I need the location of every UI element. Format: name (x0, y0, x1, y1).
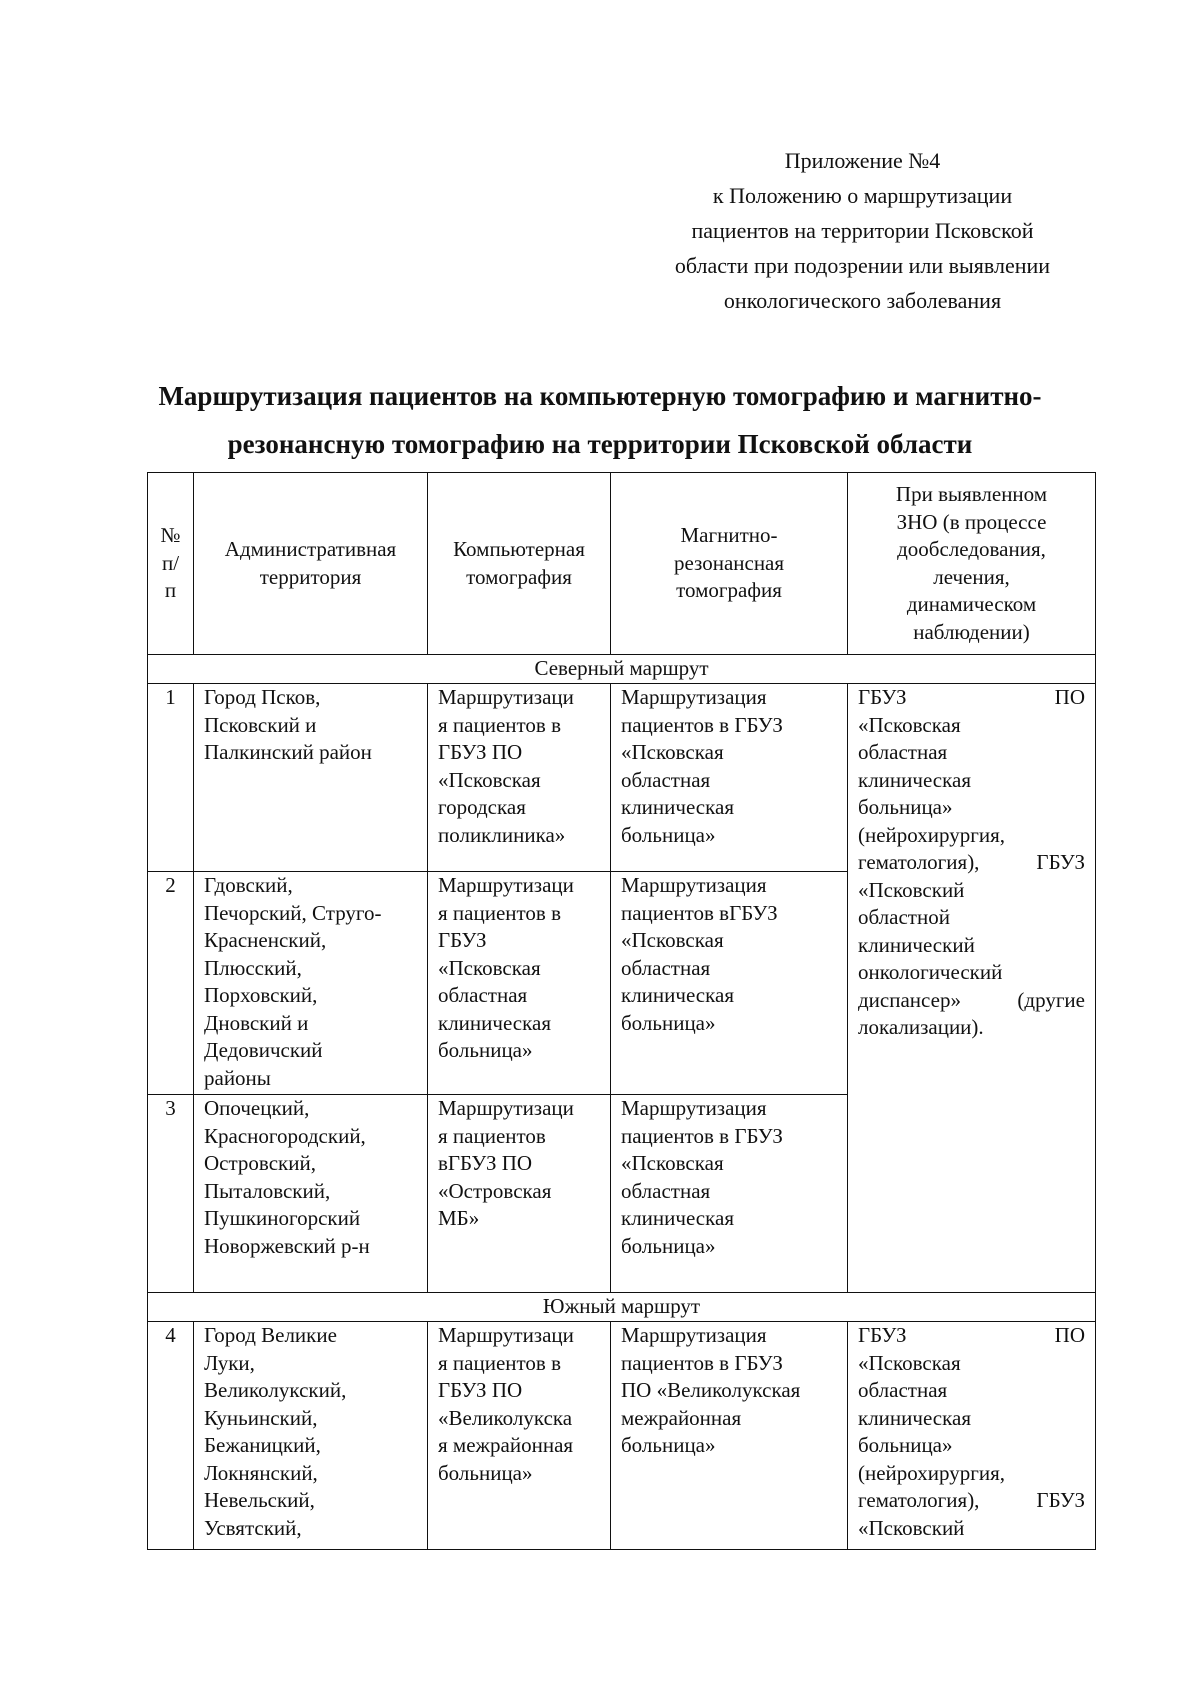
annex-line: области при подозрении или выявлении (674, 253, 1051, 278)
annex-line: Приложение №4 (784, 148, 941, 173)
mrt-cell: Маршрутизация пациентов вГБУЗ «Псковская областная клиническая больница» (611, 872, 848, 1095)
header-ct: Компьютерная томография (428, 473, 611, 655)
header-mrt: Магнитно- резонансная томография (611, 473, 848, 655)
row-number: 2 (148, 872, 194, 1095)
ct-cell: Маршрутизаци я пациентов в ГБУЗ ПО «Псковская городская поликлиника» (428, 684, 611, 872)
ct-cell: Маршрутизаци я пациентов в ГБУЗ «Псковская областная клиническая больница» (428, 872, 611, 1095)
row-number: 4 (148, 1322, 194, 1550)
territory-cell: Опочецкий, Красногородский, Островский, Пыталовский, Пушкиногорский Новоржевский р-н (194, 1095, 428, 1293)
header-zno: При выявленном ЗНО (в процессе дообследования, лечения, динамическом наблюдении) (848, 473, 1096, 655)
annex-line: пациентов на территории Псковской (691, 218, 1034, 243)
mrt-cell: Маршрутизация пациентов в ГБУЗ «Псковская областная клиническая больница» (611, 684, 848, 872)
section-row-north (148, 655, 1096, 684)
section-title: Южный маршрут (148, 1293, 1096, 1322)
table-row (148, 1322, 1096, 1550)
territory-cell: Город Псков, Псковский и Палкинский район (194, 684, 428, 872)
row-number: 3 (148, 1095, 194, 1293)
mrt-cell: Маршрутизация пациентов в ГБУЗ ПО «Великолукская межрайонная больница» (611, 1322, 848, 1550)
zno-cell-south: ГБУЗ ПО «Псковская областная клиническая больница» (нейрохирургия, гематология), ГБУЗ «Псковский (848, 1322, 1096, 1550)
annex-line: к Положению о маршрутизации (712, 183, 1013, 208)
annex-block (620, 143, 1105, 318)
document-title (100, 372, 1100, 468)
ct-cell: Маршрутизаци я пациентов вГБУЗ ПО «Островская МБ» (428, 1095, 611, 1293)
header-num: № п/ п (148, 473, 194, 655)
section-title: Северный маршрут (148, 655, 1096, 684)
territory-cell: Город Великие Луки, Великолукский, Куньинский, Бежаницкий, Локнянский, Невельский, Усвятский, (194, 1322, 428, 1550)
section-row-south (148, 1293, 1096, 1322)
annex-line: онкологического заболевания (723, 288, 1002, 313)
ct-cell: Маршрутизаци я пациентов в ГБУЗ ПО «Великолукска я межрайонная больница» (428, 1322, 611, 1550)
zno-cell-north: ГБУЗ ПО «Псковская областная клиническая больница» (нейрохирургия, гематология), ГБУЗ «Псковский областной клинический онкологический диспансер» (другие локализации). (848, 684, 1096, 1293)
row-number: 1 (148, 684, 194, 872)
territory-cell: Гдовский, Печорский, Струго- Красненский, Плюсский, Порховский, Дновский и Дедовичский районы (194, 872, 428, 1095)
title-line: резонансную томографию на территории Псковской области (227, 429, 973, 459)
mrt-cell: Маршрутизация пациентов в ГБУЗ «Псковская областная клиническая больница» (611, 1095, 848, 1293)
routing-table (147, 472, 1096, 1550)
table-header-row (148, 473, 1096, 655)
header-territory: Административная территория (194, 473, 428, 655)
title-line: Маршрутизация пациентов на компьютерную томографию и магнитно- (158, 381, 1042, 411)
table-row (148, 684, 1096, 872)
